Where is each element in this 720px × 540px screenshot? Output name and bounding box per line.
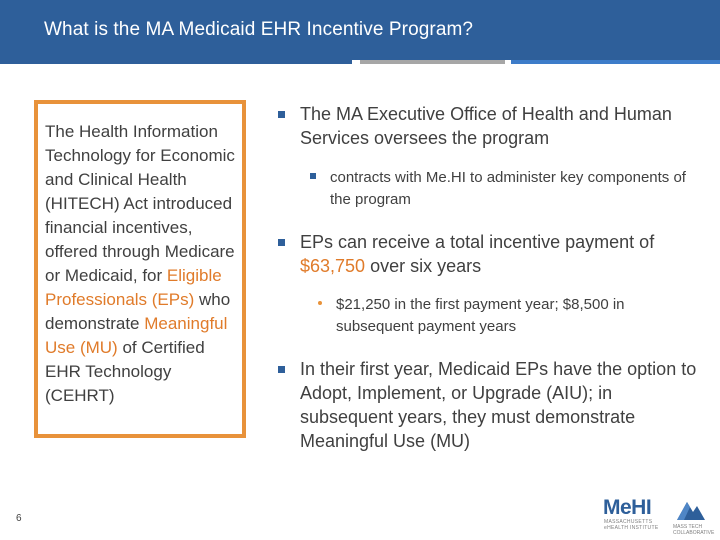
square-bullet-icon bbox=[278, 366, 285, 373]
accent-stripe-right bbox=[511, 60, 720, 64]
slide-title: What is the MA Medicaid EHR Incentive Program? bbox=[44, 19, 474, 40]
subbullet-payment-years-text: $21,250 in the first payment year; $8,500 in subsequent payment years bbox=[336, 296, 625, 335]
callout-highlight-mu: Meaningful Use (MU) bbox=[45, 314, 228, 357]
dot-bullet-icon bbox=[318, 301, 322, 305]
square-bullet-icon bbox=[278, 239, 285, 246]
bullet-first-year-text: In their first year, Medicaid EPs have the option to Adopt, Implement, or Upgrade (AIU); in subsequent years, they must demonstrate Meaningful Use (MU) bbox=[300, 359, 697, 451]
partner-line2: COLLABORATIVE bbox=[673, 530, 715, 536]
square-bullet-icon bbox=[310, 173, 316, 179]
logo-subtitle bbox=[604, 519, 658, 531]
callout-text bbox=[45, 120, 245, 408]
partner-text bbox=[673, 524, 714, 536]
bullet-oversight-text: The MA Executive Office of Health and Human Services oversees the program bbox=[300, 104, 672, 148]
title-bar bbox=[0, 0, 720, 60]
accent-stripe-middle bbox=[360, 60, 505, 64]
callout-text-3: who demonstrate bbox=[45, 290, 231, 333]
logo-subtitle-line2: eHEALTH INSTITUTE bbox=[604, 525, 659, 531]
page-number: 6 bbox=[16, 513, 22, 524]
callout-highlight-eps: Eligible Professionals (EPs) bbox=[45, 266, 222, 309]
logo-subtitle-line1: MASSACHUSETTS bbox=[604, 519, 653, 525]
mehi-logo bbox=[603, 496, 713, 536]
payment-text-pre: EPs can receive a total incentive payment of bbox=[300, 232, 655, 252]
square-bullet-icon bbox=[278, 111, 285, 118]
payment-amount: $63,750 bbox=[300, 256, 366, 276]
accent-stripe-left bbox=[0, 60, 352, 64]
payment-text-post: over six years bbox=[365, 256, 482, 276]
bullet-payment-text bbox=[300, 230, 700, 278]
logo-wordmark: MeHI bbox=[603, 496, 652, 519]
hitech-callout-box bbox=[34, 100, 246, 438]
callout-text-5: of Certified EHR Technology (CEHRT) bbox=[45, 338, 205, 405]
partner-line1: MASS TECH bbox=[673, 524, 703, 530]
mass-tech-logo-icon bbox=[673, 498, 709, 522]
callout-text-1: The Health Information Technology for Economic and Clinical Health (HITECH) Act introduced financial incentives, offered through Medicare or Medicaid, for bbox=[45, 122, 235, 285]
subbullet-mehi-text: contracts with Me.HI to administer key components of the program bbox=[330, 169, 686, 208]
